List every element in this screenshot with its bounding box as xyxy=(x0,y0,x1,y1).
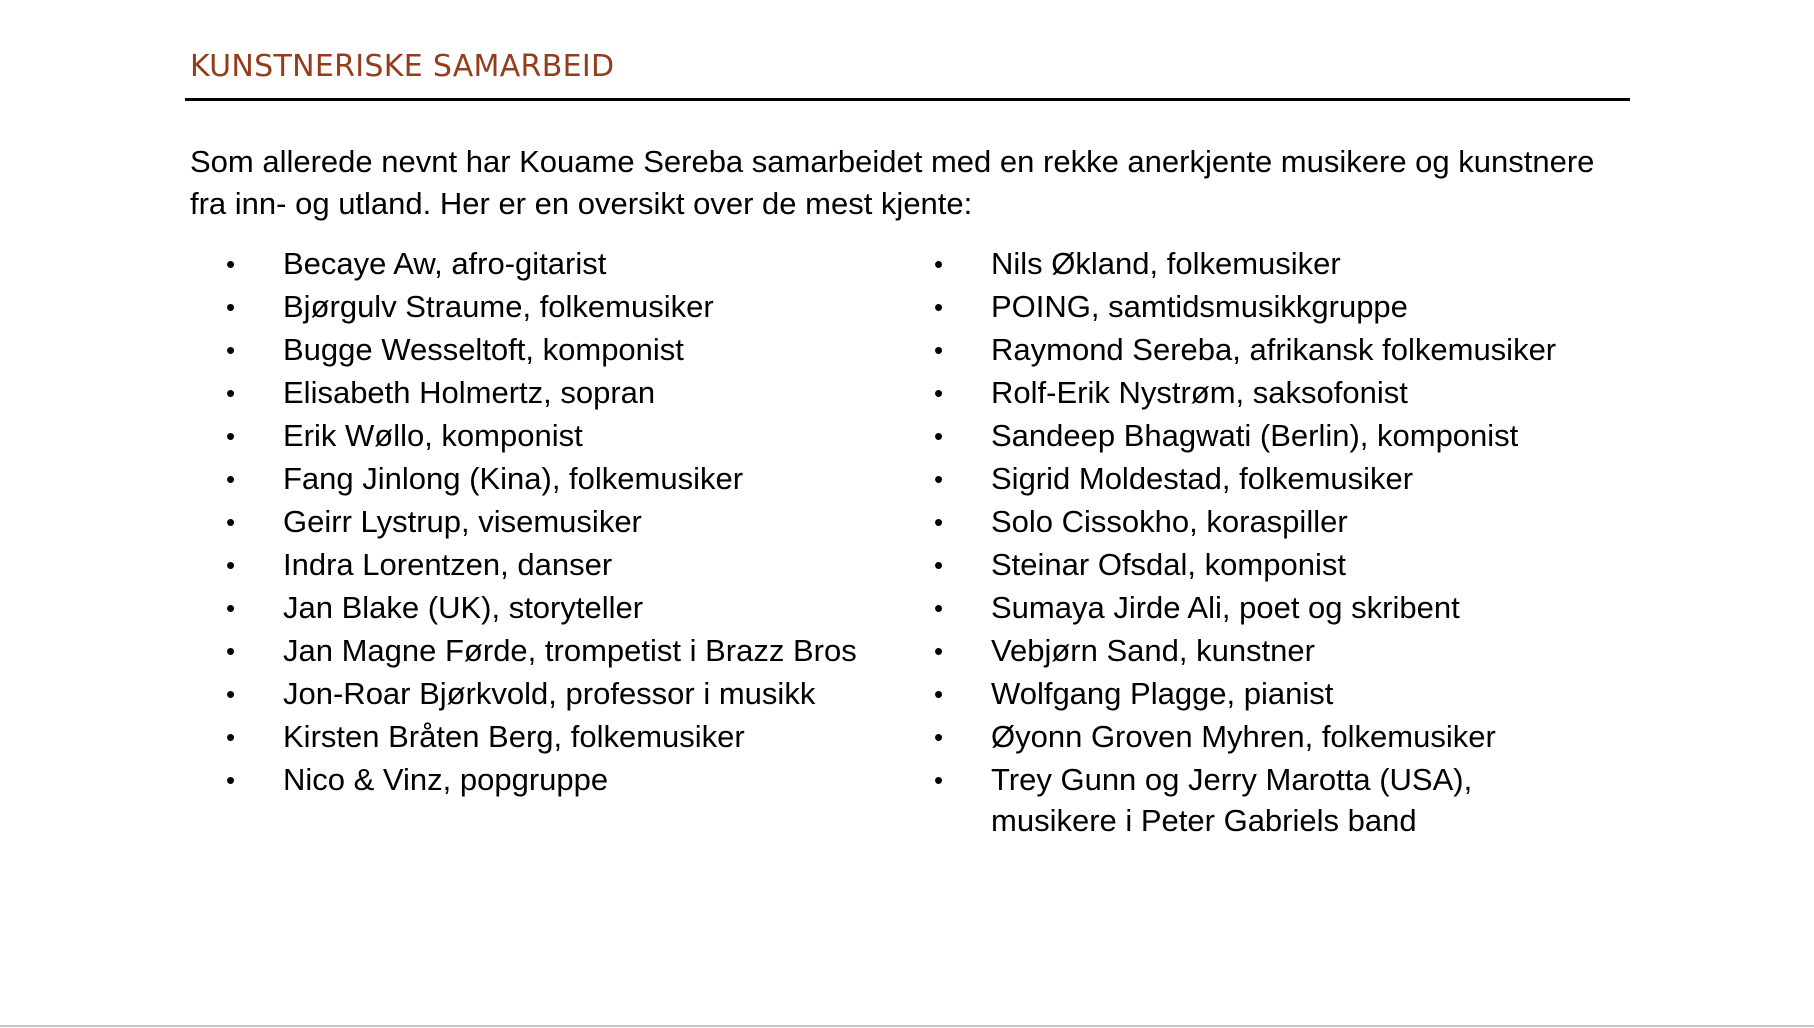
list-item xyxy=(934,587,1634,630)
list-item-text: Wolfgang Plagge, pianist xyxy=(991,676,1334,711)
list-item xyxy=(226,372,926,415)
bullet-icon: • xyxy=(934,722,944,752)
list-item-text: Bjørgulv Straume, folkemusiker xyxy=(283,289,714,324)
list-item xyxy=(934,501,1634,544)
list-item xyxy=(226,759,926,802)
list-item-text: Geirr Lystrup, visemusiker xyxy=(283,504,642,539)
list-item-text: Fang Jinlong (Kina), folkemusiker xyxy=(283,461,744,496)
intro-paragraph: Som allerede nevnt har Kouame Sereba samarbeidet med en rekke anerkjente musikere og kunstnere fra inn- og utland. Her er en oversikt over de mest kjente: xyxy=(190,144,1595,221)
page-bottom-edge xyxy=(0,1025,1814,1027)
list-item-text: Øyonn Groven Myhren, folkemusiker xyxy=(991,719,1496,754)
list-item-text: Nils Økland, folkemusiker xyxy=(991,246,1341,281)
list-item xyxy=(226,630,926,673)
list-item-text: Bugge Wesseltoft, komponist xyxy=(283,332,684,367)
list-item xyxy=(226,243,926,286)
heading-underline xyxy=(185,98,1630,101)
bullet-icon: • xyxy=(226,292,236,322)
list-item-text: Indra Lorentzen, danser xyxy=(283,547,613,582)
list-item xyxy=(934,415,1634,458)
list-item-text: Becaye Aw, afro-gitarist xyxy=(283,246,607,281)
list-item xyxy=(934,458,1634,501)
list-item-text: Kirsten Bråten Berg, folkemusiker xyxy=(283,719,745,754)
list-item-text: Raymond Sereba, afrikansk folkemusiker xyxy=(991,332,1557,367)
list-item xyxy=(934,673,1634,716)
list-item-text: Sumaya Jirde Ali, poet og skribent xyxy=(991,590,1460,625)
list-item-text: Jan Blake (UK), storyteller xyxy=(283,590,644,625)
list-item-text: Jan Magne Førde, trompetist i Brazz Bros xyxy=(283,633,857,668)
bullet-icon: • xyxy=(934,421,944,451)
bullet-icon: • xyxy=(934,550,944,580)
list-item-text: Trey Gunn og Jerry Marotta (USA), musikere i Peter Gabriels band xyxy=(991,762,1473,838)
bullet-icon: • xyxy=(226,335,236,365)
list-item-text: Nico & Vinz, popgruppe xyxy=(283,762,609,797)
list-item xyxy=(226,544,926,587)
bullet-icon: • xyxy=(934,593,944,623)
list-item xyxy=(934,243,1634,286)
list-item-text: Jon-Roar Bjørkvold, professor i musikk xyxy=(283,676,816,711)
list-item xyxy=(226,587,926,630)
bullet-icon: • xyxy=(226,679,236,709)
list-item xyxy=(226,458,926,501)
list-item xyxy=(934,716,1634,759)
bullet-icon: • xyxy=(934,765,944,795)
list-item xyxy=(226,329,926,372)
list-item xyxy=(934,372,1634,415)
list-item-text: POING, samtidsmusikkgruppe xyxy=(991,289,1408,324)
bullet-icon: • xyxy=(934,292,944,322)
collaborators-list-right xyxy=(934,243,1634,841)
list-item-text: Sigrid Moldestad, folkemusiker xyxy=(991,461,1414,496)
list-item xyxy=(226,501,926,544)
bullet-icon: • xyxy=(226,507,236,537)
list-item-text: Erik Wøllo, komponist xyxy=(283,418,583,453)
bullet-icon: • xyxy=(226,550,236,580)
bullet-icon: • xyxy=(226,464,236,494)
list-item-text: Rolf-Erik Nystrøm, saksofonist xyxy=(991,375,1408,410)
bullet-icon: • xyxy=(226,593,236,623)
list-item xyxy=(934,329,1634,372)
bullet-icon: • xyxy=(934,507,944,537)
bullet-icon: • xyxy=(226,765,236,795)
list-item xyxy=(226,673,926,716)
bullet-icon: • xyxy=(226,722,236,752)
list-item-text: Vebjørn Sand, kunstner xyxy=(991,633,1315,668)
list-item xyxy=(934,544,1634,587)
bullet-icon: • xyxy=(934,378,944,408)
list-item xyxy=(934,630,1634,673)
bullet-icon: • xyxy=(934,679,944,709)
bullet-icon: • xyxy=(934,249,944,279)
bullet-icon: • xyxy=(226,378,236,408)
collaborators-list-left xyxy=(226,243,926,802)
list-item xyxy=(226,286,926,329)
section-heading: KUNSTNERISKE SAMARBEID xyxy=(190,49,615,84)
list-item xyxy=(226,415,926,458)
bullet-icon: • xyxy=(934,464,944,494)
bullet-icon: • xyxy=(934,335,944,365)
bullet-icon: • xyxy=(934,636,944,666)
list-item-text: Solo Cissokho, koraspiller xyxy=(991,504,1348,539)
list-item xyxy=(934,286,1634,329)
bullet-icon: • xyxy=(226,421,236,451)
list-item xyxy=(934,759,1634,841)
bullet-icon: • xyxy=(226,636,236,666)
list-item-text: Sandeep Bhagwati (Berlin), komponist xyxy=(991,418,1519,453)
bullet-icon: • xyxy=(226,249,236,279)
list-item xyxy=(226,716,926,759)
list-item-text: Elisabeth Holmertz, sopran xyxy=(283,375,656,410)
list-item-text: Steinar Ofsdal, komponist xyxy=(991,547,1346,582)
